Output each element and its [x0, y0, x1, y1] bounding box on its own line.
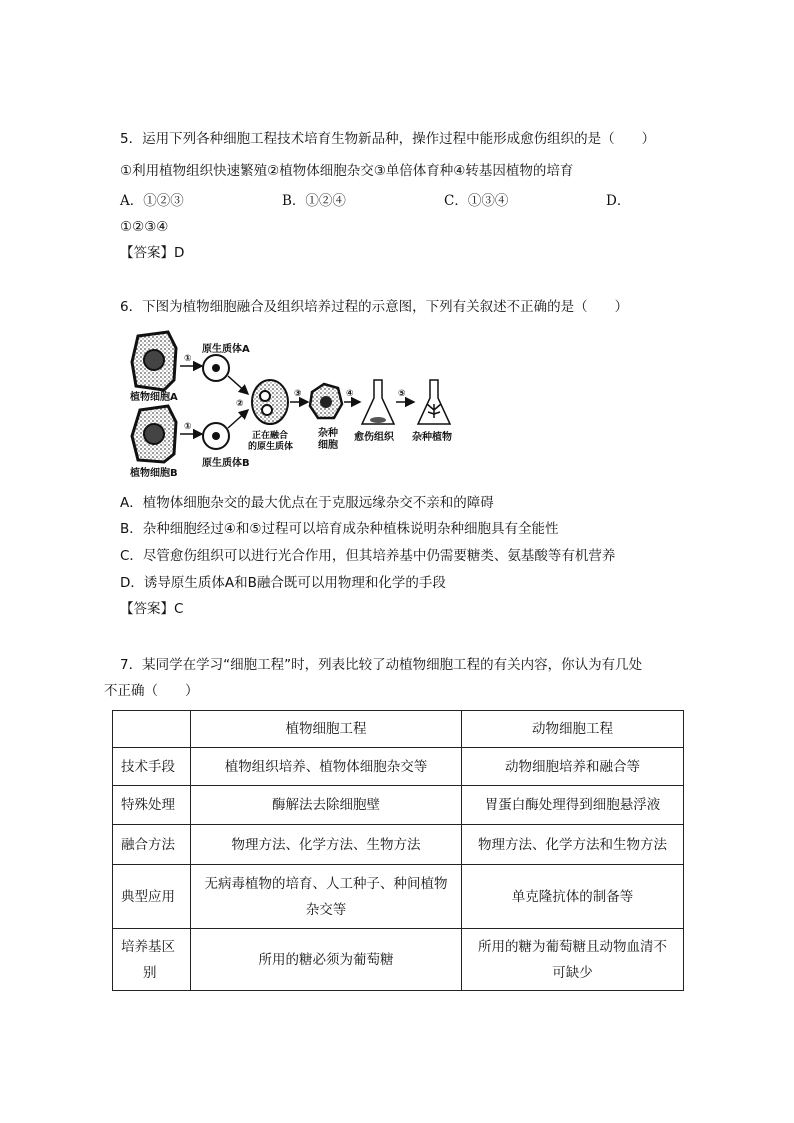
animal-cell: 动物细胞培养和融合等 [462, 748, 684, 786]
q6-option-b: B．杂种细胞经过④和⑤过程可以培育成杂种植株说明杂种细胞具有全能性 [120, 521, 559, 537]
q6-option-c: C．尽管愈伤组织可以进行光合作用，但其培养基中仍需要糖类、氨基酸等有机营养 [120, 548, 616, 564]
q6-stem: 6．下图为植物细胞融合及组织培养过程的示意图，下列有关叙述不正确的是（ ） [120, 299, 629, 315]
animal-cell [462, 929, 684, 991]
animal-cell: 单克隆抗体的制备等 [462, 865, 684, 929]
q5-option-d-cont: ①②③④ [120, 219, 169, 235]
fusing-label-1: 正在融合 [252, 431, 289, 441]
hybrid-cell-label-2: 细胞 [318, 440, 338, 451]
q5-option-d: D． [606, 193, 631, 209]
q7-stem-line2: 不正确（ ） [104, 683, 199, 699]
plant-cell-line: 无病毒植物的培育、人工种子、种间植物 [204, 875, 448, 892]
step-2-label: ② [236, 399, 244, 409]
plant-cell: 酶解法去除细胞壁 [191, 786, 462, 825]
hybrid-cell-label-1: 杂种 [318, 428, 338, 439]
comparison-table [112, 710, 684, 991]
header-plant: 植物细胞工程 [191, 711, 462, 748]
q6-option-a: A．植物体细胞杂交的最大优点在于克服远缘杂交不亲和的障碍 [120, 495, 494, 511]
plant-cell: 植物组织培养、植物体细胞杂交等 [191, 748, 462, 786]
step-4-label: ④ [346, 389, 354, 399]
fusing-protoplast-icon [252, 380, 288, 424]
q6-answer: 【答案】C [120, 601, 184, 617]
table-row [113, 865, 684, 929]
q5-option-b: B．①②④ [282, 193, 346, 209]
step-5-label: ⑤ [398, 389, 406, 399]
protoplast-b-nucleus-icon [212, 432, 220, 440]
cell-b-label: 植物细胞B [130, 468, 178, 478]
table-row [113, 748, 684, 786]
nucleus-a-icon [144, 350, 164, 370]
header-empty [113, 711, 191, 748]
protoplast-a-nucleus-icon [212, 364, 220, 372]
animal-cell-line: 所用的糖为葡萄糖且动物血清不 [478, 938, 667, 955]
animal-cell-line: 可缺少 [552, 964, 593, 981]
hybrid-nucleus-icon [320, 396, 332, 408]
step-1b-label: ① [184, 422, 192, 432]
row-label-line: 别 [143, 964, 157, 981]
nucleus-b-icon [144, 424, 164, 444]
callus-label: 愈伤组织 [354, 432, 394, 443]
q7-stem-line1: 7．某同学在学习“细胞工程”时，列表比较了动植物细胞工程的有关内容，你认为有几处 [120, 657, 643, 673]
plant-cell-line: 杂交等 [305, 901, 347, 918]
q5-list: ①利用植物组织快速繁殖②植物体细胞杂交③单倍体育种④转基因植物的培育 [120, 163, 574, 179]
row-label: 融合方法 [113, 825, 191, 865]
table-header-row [113, 711, 684, 748]
q6-option-d: D．诱导原生质体A和B融合既可以用物理和化学的手段 [120, 575, 446, 591]
step-3-label: ③ [294, 389, 302, 399]
plant-cell [191, 865, 462, 929]
animal-cell: 胃蛋白酶处理得到细胞悬浮液 [462, 786, 684, 825]
row-label-line: 培养基区 [121, 938, 175, 955]
q5-stem: 5．运用下列各种细胞工程技术培育生物新品种，操作过程中能形成愈伤组织的是（ ） [120, 131, 656, 147]
cell-a-label: 植物细胞A [130, 392, 178, 403]
fusing-label-2: 的原生质体 [248, 442, 294, 452]
animal-cell: 物理方法、化学方法和生物方法 [462, 825, 684, 865]
row-label [113, 929, 191, 991]
step-1-label: ① [184, 354, 192, 364]
q5-option-a: A．①②③ [120, 193, 184, 209]
table-row [113, 929, 684, 991]
protoplast-b-label: 原生质体B [202, 458, 250, 469]
row-label: 特殊处理 [113, 786, 191, 825]
table-row [113, 825, 684, 865]
q5-option-c: C．①③④ [444, 193, 509, 209]
q5-answer: 【答案】D [120, 245, 185, 261]
protoplast-a-label: 原生质体A [202, 344, 250, 355]
cell-fusion-diagram [128, 328, 468, 478]
plant-cell: 所用的糖必须为葡萄糖 [191, 929, 462, 991]
row-label: 典型应用 [113, 865, 191, 929]
header-animal: 动物细胞工程 [462, 711, 684, 748]
row-label: 技术手段 [113, 748, 191, 786]
plant-cell: 物理方法、化学方法、生物方法 [191, 825, 462, 865]
hybrid-plant-label: 杂种植物 [412, 432, 452, 443]
table-row [113, 786, 684, 825]
